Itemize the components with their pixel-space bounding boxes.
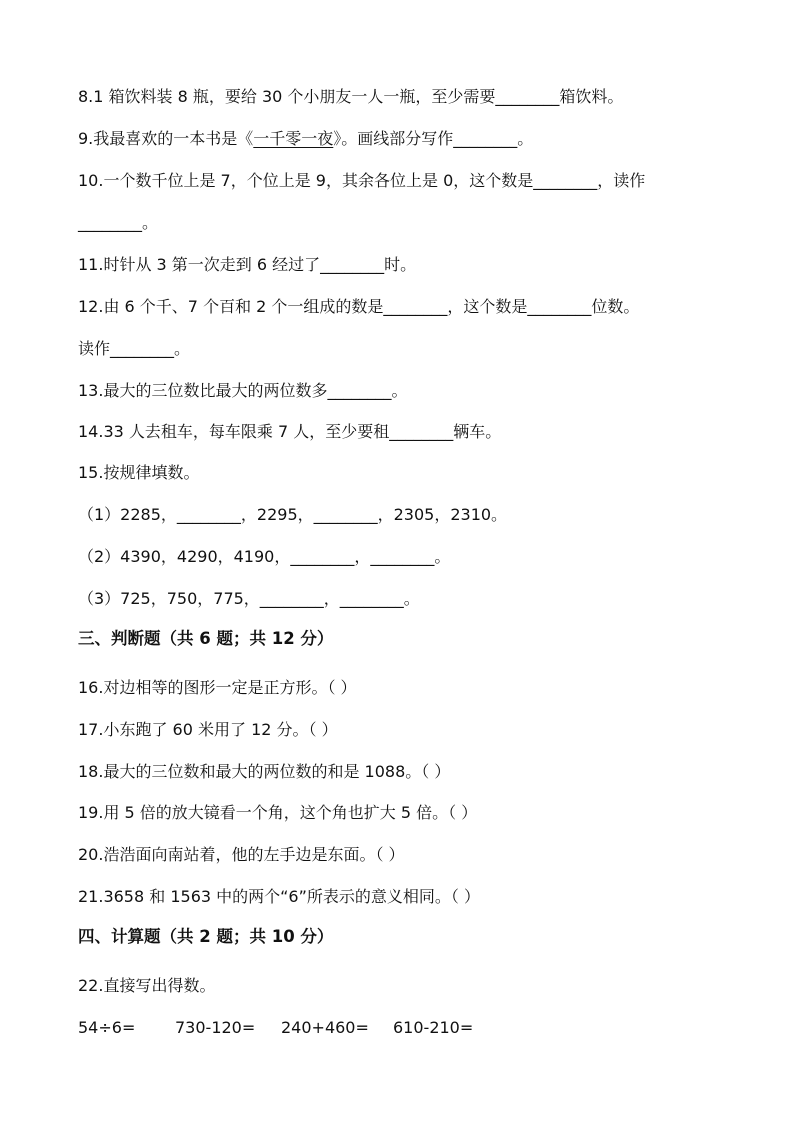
section-3-title: 三、判断题（共 6 题；共 12 分）: [78, 629, 334, 648]
question-18: 18.最大的三位数和最大的两位数的和是 1088。（ ）: [78, 762, 451, 781]
question-19: 19.用 5 倍的放大镜看一个角，这个角也扩大 5 倍。（ ）: [78, 803, 478, 822]
calc-item-1: 54÷6=: [78, 1018, 136, 1037]
question-9: [78, 128, 533, 150]
question-9-suffix: 》。画线部分写作________。: [333, 129, 534, 148]
calc-row: [78, 1017, 473, 1039]
question-15-part-2: （2）4390，4290，4190，________，________。: [78, 547, 451, 566]
question-20: 20.浩浩面向南站着，他的左手边是东面。（ ）: [78, 845, 405, 864]
question-15-part-1: （1）2285，________，2295，________，2305，2310。: [78, 505, 508, 524]
question-12: 12.由 6 个千、7 个百和 2 个一组成的数是________，这个数是________位数。: [78, 297, 640, 316]
question-15-part-3: （3）725，750，775，________，________。: [78, 589, 420, 608]
question-16: 16.对边相等的图形一定是正方形。（ ）: [78, 678, 357, 697]
calc-item-3: 240+460=: [281, 1018, 369, 1037]
question-8: 8.1 箱饮料装 8 瓶，要给 30 个小朋友一人一瓶，至少需要________箱饮料。: [78, 87, 624, 106]
question-10-continued: ________。: [78, 213, 159, 232]
question-9-underlined-title: 一千零一夜: [253, 129, 334, 148]
question-21: 21.3658 和 1563 中的两个“6”所表示的意义相同。（ ）: [78, 887, 480, 906]
question-9-prefix: 9.我最喜欢的一本书是《: [78, 129, 254, 148]
question-11: 11.时针从 3 第一次走到 6 经过了________时。: [78, 255, 417, 274]
question-12-continued: 读作________。: [78, 339, 191, 358]
question-17: 17.小东跑了 60 米用了 12 分。（ ）: [78, 720, 338, 739]
section-4-title: 四、计算题（共 2 题；共 10 分）: [78, 927, 334, 946]
question-13: 13.最大的三位数比最大的两位数多________。: [78, 381, 408, 400]
calc-item-4: 610-210=: [393, 1018, 474, 1037]
calc-item-2: 730-120=: [175, 1018, 256, 1037]
question-10: 10.一个数千位上是 7，个位上是 9，其余各位上是 0，这个数是________，读作: [78, 171, 646, 190]
question-22: 22.直接写出得数。: [78, 976, 216, 995]
question-14: 14.33 人去租车，每车限乘 7 人，至少要租________辆车。: [78, 422, 502, 441]
question-15: 15.按规律填数。: [78, 463, 200, 482]
